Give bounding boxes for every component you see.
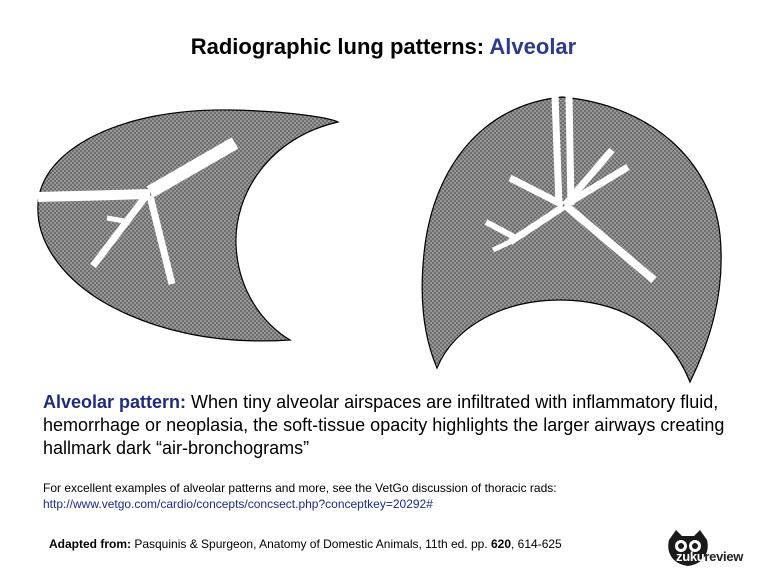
description-lead: Alveolar pattern: [43,392,187,412]
logo-part-1: zuku [676,549,705,564]
credit-page: 620 [490,537,512,551]
lateral-lung-silhouette [38,110,338,341]
zuku-logo [664,522,764,572]
title-main: Radiographic lung patterns: [190,34,490,59]
description-body: When tiny alveolar airspaces are infiltrated with inflammatory fluid, hemorrhage or neoplasia, the soft-tissue opacity highlights the larger airways creating hallmark dark “air-bronchograms” [43,392,725,458]
reference-link[interactable]: http://www.vetgo.com/cardio/concepts/concsect.php?conceptkey=20292# [43,497,433,511]
vd-trachea-right [569,96,571,205]
vd-trachea-left [555,96,559,205]
source-credit [49,537,562,551]
lateral-lung [38,110,338,341]
reference-note [43,480,743,512]
credit-text-before: Pasquinis & Spurgeon, Anatomy of Domestic Animals, 11th ed. pp. [131,537,491,551]
vd-lung [422,96,721,382]
credit-label: Adapted from: [49,537,131,551]
reference-note-text: For excellent examples of alveolar patterns and more, see the VetGo discussion of thoracic rads: [43,481,557,495]
title-accent: Alveolar [489,34,577,59]
pattern-description [43,391,743,460]
logo-part-2: review [704,549,744,564]
credit-text-after: , 614-625 [511,537,562,551]
logo-wordmark [676,549,743,564]
lateral-main-bronchus [38,194,150,197]
